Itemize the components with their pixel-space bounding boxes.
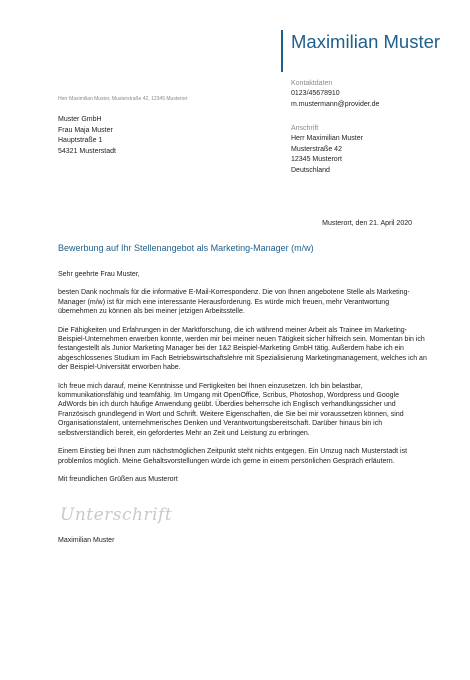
subject-line: Bewerbung auf Ihr Stellenangebot als Marketing-Manager (m/w) [58, 243, 314, 253]
contact-block [291, 80, 461, 110]
header-accent-line [281, 30, 283, 72]
sender-address-line: Herr Maximilian Muster [291, 135, 363, 142]
signature-image: Unterschrift [60, 505, 173, 525]
body-paragraph: Ich freue mich darauf, meine Kenntnisse und Fertigkeiten bei Ihnen einzusetzen. Ich bin belastbar, kommunikationsfähig und teamfähig. Im Umgang mit OpenOffice, Scribus, Photoshop, Wordpress und Google AdWords bin ich durch häufige Anwendung geübt. Überdies beherrsche ich Englisch verhandlungssicher und Französisch grundlegend in Wort und Schrift. Weitere Eigenschaften, die Sie bei mir voraussetzen können, sind Organisationstalent, unternehmerisches Denken und Verantwortungsbereitschaft. Darüber hinaus bin ich selbstverständlich bereit, ein gefordertes Mehr an Zeit und Leistung zu erbringen. [58, 382, 404, 437]
email-address: m.mustermann@provider.de [291, 100, 380, 108]
letter-body [58, 270, 428, 493]
phone-number: 0123/45678910 [291, 90, 340, 97]
recipient-address-block [58, 115, 258, 157]
body-paragraph: besten Dank nochmals für die informative E-Mail-Korrespondenz. Die von Ihnen angebotene Stelle als Marketing-Manager (m/w) ist für mich eine interessante Herausforderung. Es würde mich freuen, mehr Verantwortung übernehmen zu können als bei meiner jetzigen Arbeitsstelle. [58, 289, 410, 316]
closing-line: Mit freundlichen Grüßen aus Musterort [58, 475, 178, 483]
sender-address-line: 12345 Musterort [291, 156, 342, 163]
recipient-line: Muster GmbH [58, 116, 102, 123]
body-paragraph: Die Fähigkeiten und Erfahrungen in der Marktforschung, die ich während meiner Arbeit als Trainee im Marketing-Beispiel-Unternehmen erwerben konnte, werden mir bei meiner neuen Tätigkeit sicher hilfreich sein. Momentan bin ich festangestellt als Junior Marketing Manager bei der 1&2 Beispiel-Marketing GmbH tätig. Außerdem habe ich ein abgeschlossenes Studium im Fach Betriebswirtschaftslehre mit Spezialisierung Marketingmanagement, welches ich an der Beispiel-Universität erworben habe. [58, 326, 427, 372]
return-address-line: Herr Maximilian Muster, Musterstraße 42, 12345 Musterort [58, 96, 188, 102]
sender-address-block [291, 125, 461, 176]
address-label: Anschrift [291, 125, 319, 132]
signature-name: Maximilian Muster [58, 537, 115, 544]
recipient-line: 54321 Musterstadt [58, 147, 116, 155]
sender-address-line: Deutschland [291, 166, 330, 174]
sender-address-line: Musterstraße 42 [291, 145, 342, 153]
salutation: Sehr geehrte Frau Muster, [58, 271, 140, 278]
contact-label: Kontaktdaten [291, 80, 333, 87]
recipient-line: Hauptstraße 1 [58, 137, 103, 144]
body-paragraph: Einem Einstieg bei Ihnen zum nächstmöglichen Zeitpunkt steht nichts entgegen. Ein Umzug nach Musterstadt ist problemlos möglich. Meine Gehaltsvorstellungen würde ich gerne in einem persönlichen Gespräch erläutern. [58, 448, 408, 465]
sender-name-heading: Maximilian Muster [291, 31, 441, 52]
recipient-line: Frau Maja Muster [58, 126, 113, 134]
letter-date: Musterort, den 21. April 2020 [322, 220, 412, 227]
